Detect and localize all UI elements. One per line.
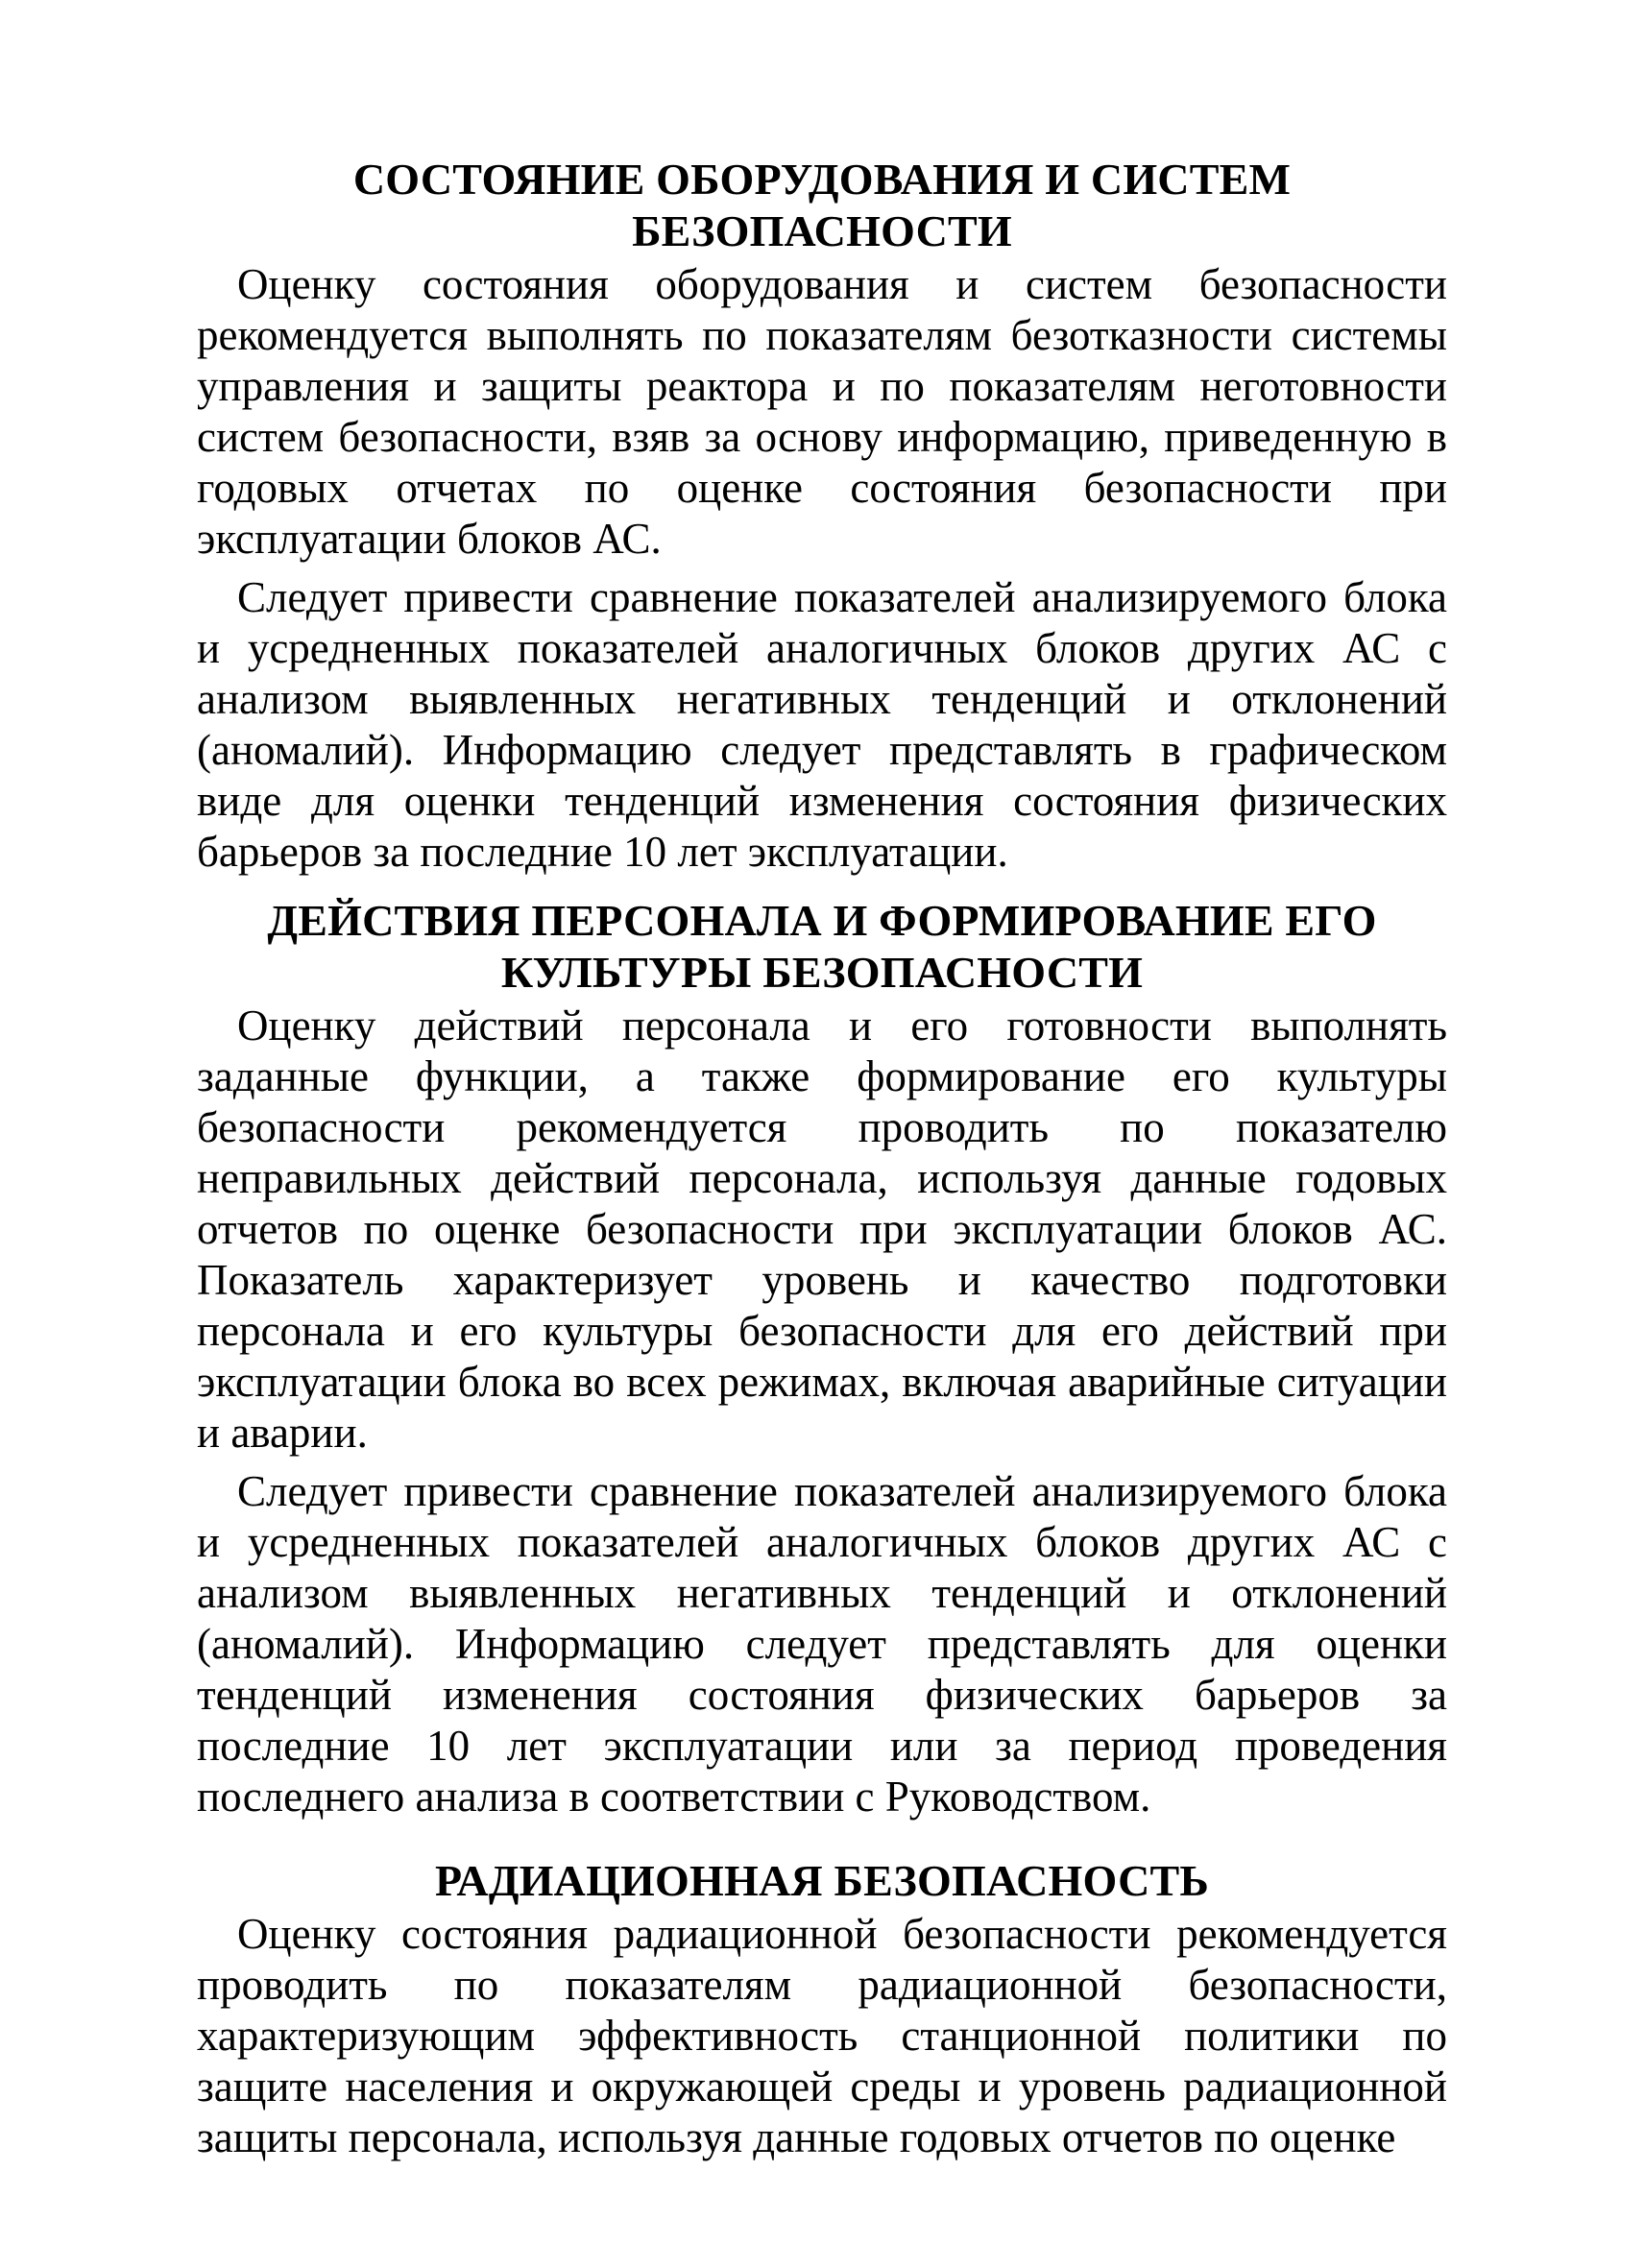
paragraph: Оценку действий персонала и его готовности выполнять заданные функции, а также формирование его культуры безопасности рекомендуется проводить по показателю неправильных действий персонала, используя данные годовых отчетов по оценке безопасности при эксплуатации блоков АС. Показатель характеризует уровень и качество подготовки персонала и его культуры безопасности для его действий при эксплуатации блока во всех режимах, включая аварийные ситуации и аварии.	[197, 1001, 1447, 1457]
heading-line: РАДИАЦИОННАЯ БЕЗОПАСНОСТЬ	[434, 1856, 1209, 1905]
section-heading-radiation	[197, 1855, 1447, 1907]
document-page	[197, 154, 1447, 2163]
paragraph: Следует привести сравнение показателей анализируемого блока и усредненных показателей аналогичных блоков других АС с анализом выявленных негативных тенденций и отклонений (аномалий). Информацию следует представлять в графическом виде для оценки тенденций изменения состояния физических барьеров за последние 10 лет эксплуатации.	[197, 573, 1447, 876]
paragraph: Оценку состояния радиационной безопасности рекомендуется проводить по показателям радиационной безопасности, характеризующим эффективность станционной политики по защите населения и окружающей среды и уровень радиационной защиты персонала, используя данные годовых отчетов по оценке	[197, 1910, 1447, 2161]
heading-line: КУЛЬТУРЫ БЕЗОПАСНОСТИ	[500, 948, 1144, 997]
section-heading-personnel	[197, 895, 1447, 999]
paragraph: Следует привести сравнение показателей анализируемого блока и усредненных показателей аналогичных блоков других АС с анализом выявленных негативных тенденций и отклонений (аномалий). Информацию следует представлять для оценки тенденций изменения состояния физических барьеров за последние 10 лет эксплуатации или за период проведения последнего анализа в соответствии с Руководством.	[197, 1467, 1447, 1821]
section-heading-equipment	[197, 154, 1447, 257]
paragraph: Оценку состояния оборудования и систем безопасности рекомендуется выполнять по показателям безотказности системы управления и защиты реактора и по показателям неготовности систем безопасности, взяв за основу информацию, приведенную в годовых отчетах по оценке состояния безопасности при эксплуатации блоков АС.	[197, 260, 1447, 563]
heading-line: СОСТОЯНИЕ ОБОРУДОВАНИЯ И СИСТЕМ	[352, 155, 1292, 204]
heading-line: ДЕЙСТВИЯ ПЕРСОНАЛА И ФОРМИРОВАНИЕ ЕГО	[267, 896, 1377, 945]
heading-line: БЕЗОПАСНОСТИ	[632, 206, 1012, 255]
